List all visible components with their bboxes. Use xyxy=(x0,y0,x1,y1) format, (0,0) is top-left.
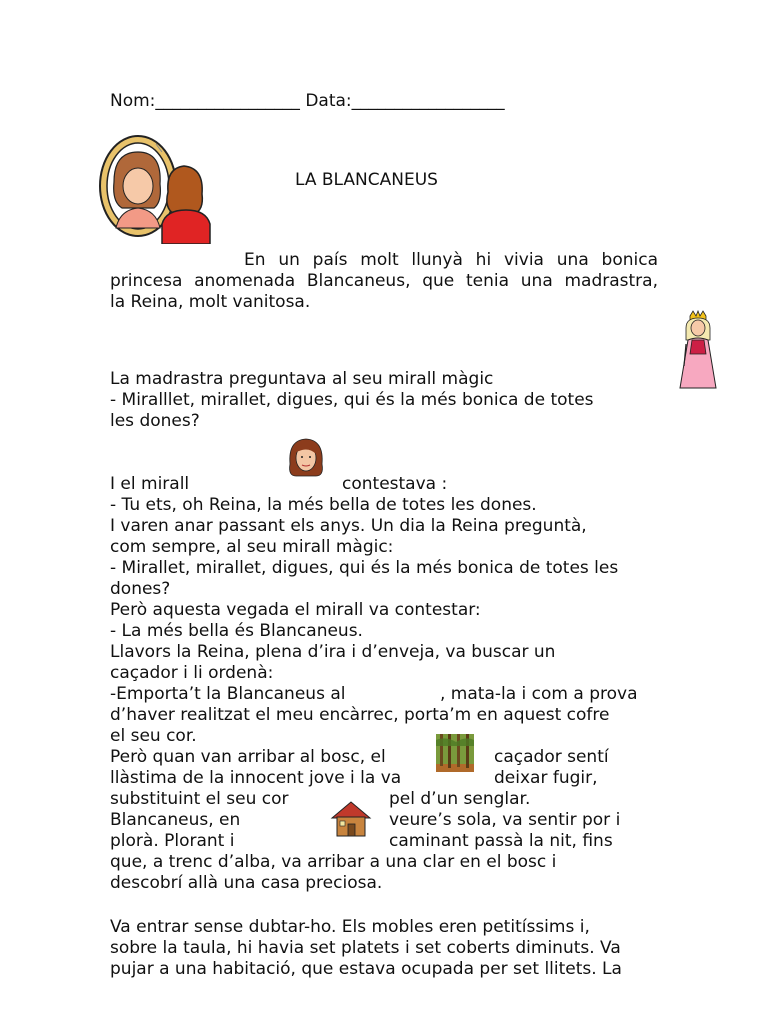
text-fragment: , mata-la i com a prova xyxy=(440,684,638,704)
text-fragment: caminant passà la nit, fins xyxy=(389,831,613,851)
text-line: La madrastra preguntava al seu mirall màgic xyxy=(110,369,494,389)
text-line: caçador i li ordenà: xyxy=(110,663,274,683)
text-line xyxy=(110,747,658,768)
text-line: - Miralllet, mirallet, digues, qui és la més bonica de totes xyxy=(110,390,594,410)
text-fragment: veure’s sola, va sentir por i xyxy=(389,810,621,830)
text-line xyxy=(110,768,658,789)
text-fragment: Blancaneus, en xyxy=(110,810,241,830)
header-fields xyxy=(110,91,658,112)
text-line xyxy=(110,474,658,495)
name-field[interactable]: Nom:_________________ xyxy=(110,91,300,111)
text-line: Llavors la Reina, plena d’ira i d’enveja, va buscar un xyxy=(110,642,556,662)
text-fragment: I el mirall xyxy=(110,474,190,494)
text-line: - La més bella és Blancaneus. xyxy=(110,621,363,641)
text-line: - Tu ets, oh Reina, la més bella de totes les dones. xyxy=(110,495,537,515)
text-fragment: deixar fugir, xyxy=(494,768,598,788)
text-line: que, a trenc d’alba, va arribar a una clar en el bosc i xyxy=(110,852,557,872)
text-line: sobre la taula, hi havia set platets i set coberts diminuts. Va xyxy=(110,938,621,958)
text-line: Però aquesta vegada el mirall va contestar: xyxy=(110,600,481,620)
text-line: pujar a una habitació, que estava ocupada per set llitets. La xyxy=(110,959,622,979)
text-line: Va entrar sense dubtar-ho. Els mobles eren petitíssims i, xyxy=(110,917,590,937)
text-line: En un país molt llunyà hi vivia una bonica xyxy=(244,250,658,270)
text-fragment: plorà. Plorant i xyxy=(110,831,235,851)
text-line: el seu cor. xyxy=(110,726,197,746)
text-line xyxy=(110,789,658,810)
text-line: princesa anomenada Blancaneus, que tenia una madrastra, xyxy=(110,271,658,291)
text-fragment: contestava : xyxy=(342,474,448,494)
text-fragment: substituint el seu cor xyxy=(110,789,289,809)
page-title: LA BLANCANEUS xyxy=(295,170,438,190)
text-line: com sempre, al seu mirall màgic: xyxy=(110,537,394,557)
text-line: I varen anar passant els anys. Un dia la Reina preguntà, xyxy=(110,516,587,536)
text-fragment: llàstima de la innocent jove i la va xyxy=(110,768,402,788)
text-line: la Reina, molt vanitosa. xyxy=(110,292,311,312)
text-line xyxy=(110,684,658,705)
text-fragment: Però quan van arribar al bosc, el xyxy=(110,747,386,767)
text-fragment: pel d’un senglar. xyxy=(389,789,531,809)
date-field[interactable]: Data:__________________ xyxy=(305,91,505,111)
text-line xyxy=(110,810,658,831)
mirror-queen-pictogram xyxy=(96,132,212,244)
text-line: dones? xyxy=(110,579,171,599)
text-line: d’haver realitzat el meu encàrrec, porta’m en aquest cofre xyxy=(110,705,610,725)
woman-face-pictogram xyxy=(286,436,326,478)
text-line: les dones? xyxy=(110,411,200,431)
text-fragment: caçador sentí xyxy=(494,747,609,767)
text-line: descobrí allà una casa preciosa. xyxy=(110,873,383,893)
queen-pictogram xyxy=(676,310,720,390)
text-line: - Mirallet, mirallet, digues, qui és la més bonica de totes les xyxy=(110,558,619,578)
text-fragment: -Emporta’t la Blancaneus al xyxy=(110,684,346,704)
text-line xyxy=(110,831,658,852)
